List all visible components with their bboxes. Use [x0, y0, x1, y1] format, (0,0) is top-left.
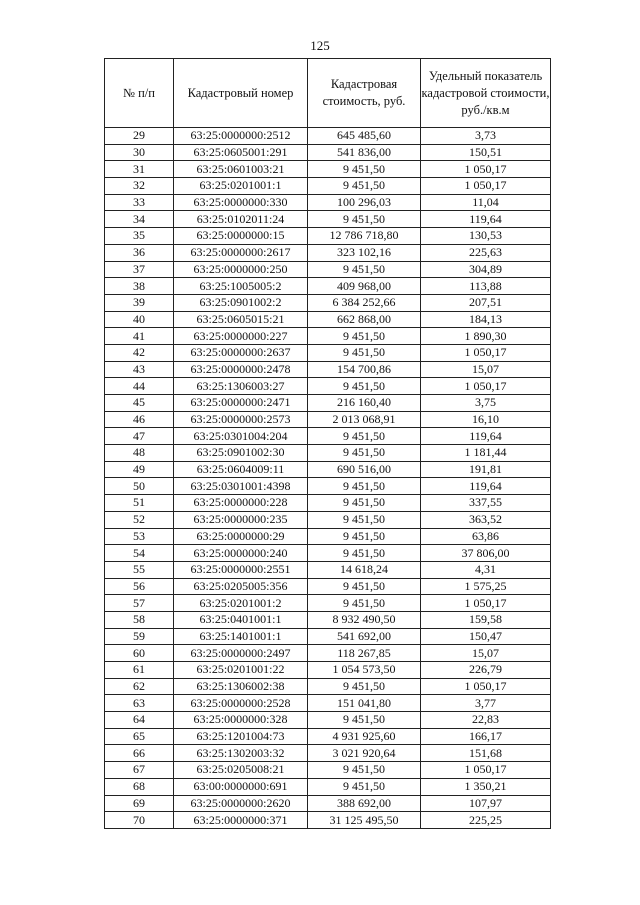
cadastral-cost-cell: 118 267,85 — [308, 645, 421, 662]
specific-index-cell: 1 050,17 — [421, 378, 551, 395]
row-number-cell: 47 — [105, 428, 174, 445]
specific-index-cell: 184,13 — [421, 311, 551, 328]
specific-index-cell: 119,64 — [421, 478, 551, 495]
row-number-cell: 33 — [105, 194, 174, 211]
row-number-cell: 39 — [105, 294, 174, 311]
cadastral-number-cell: 63:25:1201004:73 — [174, 728, 308, 745]
table-row — [105, 812, 551, 829]
table-row — [105, 795, 551, 812]
cadastral-cost-cell: 9 451,50 — [308, 478, 421, 495]
row-number-cell: 61 — [105, 662, 174, 679]
cadastral-cost-cell: 9 451,50 — [308, 678, 421, 695]
table-row — [105, 328, 551, 345]
cadastral-number-cell: 63:25:0201001:22 — [174, 662, 308, 679]
table-row — [105, 211, 551, 228]
cadastral-cost-cell: 409 968,00 — [308, 278, 421, 295]
cadastral-cost-cell: 1 054 573,50 — [308, 662, 421, 679]
table-row — [105, 411, 551, 428]
cadastral-cost-cell: 3 021 920,64 — [308, 745, 421, 762]
row-number-cell: 35 — [105, 228, 174, 245]
cadastral-number-cell: 63:25:0301001:4398 — [174, 478, 308, 495]
cadastral-number-cell: 63:25:0205008:21 — [174, 762, 308, 779]
cadastral-cost-cell: 151 041,80 — [308, 695, 421, 712]
cadastral-cost-cell: 388 692,00 — [308, 795, 421, 812]
cadastral-number-cell: 63:25:1005005:2 — [174, 278, 308, 295]
specific-index-cell: 119,64 — [421, 211, 551, 228]
row-number-cell: 41 — [105, 328, 174, 345]
row-number-cell: 48 — [105, 445, 174, 462]
cadastral-number-cell: 63:25:0601003:21 — [174, 161, 308, 178]
cadastral-number-cell: 63:25:0000000:2528 — [174, 695, 308, 712]
specific-index-cell: 1 350,21 — [421, 778, 551, 795]
cadastral-cost-cell: 9 451,50 — [308, 578, 421, 595]
cadastral-number-cell: 63:25:0000000:2512 — [174, 128, 308, 145]
row-number-cell: 64 — [105, 712, 174, 729]
specific-index-cell: 150,47 — [421, 628, 551, 645]
table-row — [105, 361, 551, 378]
row-number-cell: 38 — [105, 278, 174, 295]
cadastral-number-cell: 63:25:0000000:328 — [174, 712, 308, 729]
cadastral-number-cell: 63:25:0401001:1 — [174, 611, 308, 628]
cadastral-cost-cell: 9 451,50 — [308, 762, 421, 779]
specific-index-cell: 166,17 — [421, 728, 551, 745]
row-number-cell: 29 — [105, 128, 174, 145]
row-number-cell: 46 — [105, 411, 174, 428]
page-number: 125 — [310, 38, 330, 53]
header-row-number: № п/п — [105, 59, 174, 128]
specific-index-cell: 304,89 — [421, 261, 551, 278]
table-row — [105, 178, 551, 195]
cadastral-cost-cell: 645 485,60 — [308, 128, 421, 145]
cadastral-number-cell: 63:25:0201001:2 — [174, 595, 308, 612]
cadastral-cost-cell: 6 384 252,66 — [308, 294, 421, 311]
table-row — [105, 194, 551, 211]
row-number-cell: 53 — [105, 528, 174, 545]
row-number-cell: 59 — [105, 628, 174, 645]
specific-index-cell: 3,75 — [421, 395, 551, 412]
cadastral-cost-cell: 14 618,24 — [308, 561, 421, 578]
cadastral-number-cell: 63:25:0000000:29 — [174, 528, 308, 545]
cadastral-cost-cell: 323 102,16 — [308, 244, 421, 261]
table-row — [105, 478, 551, 495]
cadastral-number-cell: 63:25:0000000:2620 — [174, 795, 308, 812]
specific-index-cell: 1 050,17 — [421, 161, 551, 178]
specific-index-cell: 363,52 — [421, 511, 551, 528]
cadastral-cost-cell: 9 451,50 — [308, 528, 421, 545]
row-number-cell: 45 — [105, 395, 174, 412]
cadastral-number-cell: 63:25:0605001:291 — [174, 144, 308, 161]
specific-index-cell: 1 575,25 — [421, 578, 551, 595]
cadastral-number-cell: 63:25:0000000:371 — [174, 812, 308, 829]
specific-index-cell: 1 890,30 — [421, 328, 551, 345]
cadastral-cost-cell: 9 451,50 — [308, 161, 421, 178]
row-number-cell: 42 — [105, 344, 174, 361]
table-row — [105, 344, 551, 361]
specific-index-cell: 4,31 — [421, 561, 551, 578]
cadastral-number-cell: 63:25:0301004:204 — [174, 428, 308, 445]
row-number-cell: 31 — [105, 161, 174, 178]
table-row — [105, 728, 551, 745]
row-number-cell: 70 — [105, 812, 174, 829]
cadastral-number-cell: 63:25:0205005:356 — [174, 578, 308, 595]
row-number-cell: 55 — [105, 561, 174, 578]
row-number-cell: 52 — [105, 511, 174, 528]
table-row — [105, 662, 551, 679]
row-number-cell: 34 — [105, 211, 174, 228]
cadastral-cost-cell: 9 451,50 — [308, 712, 421, 729]
cadastral-number-cell: 63:25:0000000:227 — [174, 328, 308, 345]
table-row — [105, 128, 551, 145]
cadastral-cost-cell: 9 451,50 — [308, 511, 421, 528]
table-row — [105, 712, 551, 729]
cadastral-cost-cell: 2 013 068,91 — [308, 411, 421, 428]
cadastral-cost-cell: 541 692,00 — [308, 628, 421, 645]
table-row — [105, 611, 551, 628]
table-row — [105, 678, 551, 695]
specific-index-cell: 159,58 — [421, 611, 551, 628]
row-number-cell: 43 — [105, 361, 174, 378]
cadastral-number-cell: 63:25:0000000:2637 — [174, 344, 308, 361]
specific-index-cell: 113,88 — [421, 278, 551, 295]
cadastral-number-cell: 63:25:0000000:228 — [174, 495, 308, 512]
specific-index-cell: 119,64 — [421, 428, 551, 445]
row-number-cell: 44 — [105, 378, 174, 395]
header-specific-index: Удельный показатель кадастровой стоимости, руб./кв.м — [421, 59, 551, 128]
table-row — [105, 528, 551, 545]
table-row — [105, 144, 551, 161]
table-row — [105, 161, 551, 178]
table-row — [105, 378, 551, 395]
header-cadastral-cost: Кадастровая стоимость, руб. — [308, 59, 421, 128]
cadastral-number-cell: 63:25:0000000:2551 — [174, 561, 308, 578]
row-number-cell: 49 — [105, 461, 174, 478]
specific-index-cell: 63,86 — [421, 528, 551, 545]
table-row — [105, 762, 551, 779]
table-row — [105, 261, 551, 278]
specific-index-cell: 207,51 — [421, 294, 551, 311]
specific-index-cell: 130,53 — [421, 228, 551, 245]
row-number-cell: 60 — [105, 645, 174, 662]
row-number-cell: 56 — [105, 578, 174, 595]
cadastral-number-cell: 63:25:0000000:2478 — [174, 361, 308, 378]
specific-index-cell: 1 050,17 — [421, 595, 551, 612]
row-number-cell: 68 — [105, 778, 174, 795]
specific-index-cell: 1 050,17 — [421, 344, 551, 361]
row-number-cell: 67 — [105, 762, 174, 779]
cadastral-number-cell: 63:25:0901002:2 — [174, 294, 308, 311]
specific-index-cell: 191,81 — [421, 461, 551, 478]
cadastral-number-cell: 63:25:0201001:1 — [174, 178, 308, 195]
header-cadastral-number: Кадастровый номер — [174, 59, 308, 128]
table-row — [105, 311, 551, 328]
table-row — [105, 511, 551, 528]
cadastral-cost-cell: 690 516,00 — [308, 461, 421, 478]
row-number-cell: 58 — [105, 611, 174, 628]
table-row — [105, 294, 551, 311]
cadastral-number-cell: 63:25:0000000:2573 — [174, 411, 308, 428]
specific-index-cell: 225,63 — [421, 244, 551, 261]
row-number-cell: 50 — [105, 478, 174, 495]
specific-index-cell: 22,83 — [421, 712, 551, 729]
cadastral-number-cell: 63:25:1306002:38 — [174, 678, 308, 695]
specific-index-cell: 15,07 — [421, 645, 551, 662]
cadastral-cost-cell: 9 451,50 — [308, 495, 421, 512]
cadastral-cost-cell: 100 296,03 — [308, 194, 421, 211]
table-row — [105, 695, 551, 712]
specific-index-cell: 1 181,44 — [421, 445, 551, 462]
table-row — [105, 428, 551, 445]
table-row — [105, 461, 551, 478]
cadastral-cost-cell: 9 451,50 — [308, 378, 421, 395]
specific-index-cell: 107,97 — [421, 795, 551, 812]
cadastral-cost-cell: 9 451,50 — [308, 178, 421, 195]
cadastral-cost-cell: 9 451,50 — [308, 545, 421, 562]
cadastral-cost-cell: 9 451,50 — [308, 328, 421, 345]
cadastral-number-cell: 63:00:0000000:691 — [174, 778, 308, 795]
cadastral-number-cell: 63:25:1401001:1 — [174, 628, 308, 645]
row-number-cell: 54 — [105, 545, 174, 562]
specific-index-cell: 225,25 — [421, 812, 551, 829]
specific-index-cell: 226,79 — [421, 662, 551, 679]
specific-index-cell: 337,55 — [421, 495, 551, 512]
specific-index-cell: 37 806,00 — [421, 545, 551, 562]
cadastral-cost-cell: 12 786 718,80 — [308, 228, 421, 245]
specific-index-cell: 1 050,17 — [421, 762, 551, 779]
table-header-row — [105, 59, 551, 128]
specific-index-cell: 150,51 — [421, 144, 551, 161]
cadastral-number-cell: 63:25:0102011:24 — [174, 211, 308, 228]
table-row — [105, 545, 551, 562]
cadastral-cost-cell: 9 451,50 — [308, 344, 421, 361]
table-row — [105, 628, 551, 645]
cadastral-table — [104, 58, 551, 829]
specific-index-cell: 151,68 — [421, 745, 551, 762]
specific-index-cell: 1 050,17 — [421, 678, 551, 695]
specific-index-cell: 3,77 — [421, 695, 551, 712]
table-row — [105, 278, 551, 295]
specific-index-cell: 15,07 — [421, 361, 551, 378]
cadastral-number-cell: 63:25:0000000:240 — [174, 545, 308, 562]
table-row — [105, 445, 551, 462]
row-number-cell: 32 — [105, 178, 174, 195]
specific-index-cell: 16,10 — [421, 411, 551, 428]
cadastral-number-cell: 63:25:0000000:2617 — [174, 244, 308, 261]
table-row — [105, 645, 551, 662]
row-number-cell: 36 — [105, 244, 174, 261]
specific-index-cell: 3,73 — [421, 128, 551, 145]
table-row — [105, 595, 551, 612]
cadastral-number-cell: 63:25:0000000:330 — [174, 194, 308, 211]
row-number-cell: 40 — [105, 311, 174, 328]
cadastral-cost-cell: 154 700,86 — [308, 361, 421, 378]
specific-index-cell: 11,04 — [421, 194, 551, 211]
row-number-cell: 66 — [105, 745, 174, 762]
row-number-cell: 37 — [105, 261, 174, 278]
table-row — [105, 244, 551, 261]
cadastral-number-cell: 63:25:0604009:11 — [174, 461, 308, 478]
cadastral-number-cell: 63:25:1302003:32 — [174, 745, 308, 762]
cadastral-cost-cell: 9 451,50 — [308, 211, 421, 228]
cadastral-cost-cell: 9 451,50 — [308, 445, 421, 462]
cadastral-number-cell: 63:25:0000000:2471 — [174, 395, 308, 412]
cadastral-number-cell: 63:25:0000000:250 — [174, 261, 308, 278]
table-row — [105, 395, 551, 412]
table-row — [105, 561, 551, 578]
specific-index-cell: 1 050,17 — [421, 178, 551, 195]
cadastral-cost-cell: 662 868,00 — [308, 311, 421, 328]
row-number-cell: 63 — [105, 695, 174, 712]
cadastral-number-cell: 63:25:0605015:21 — [174, 311, 308, 328]
row-number-cell: 57 — [105, 595, 174, 612]
row-number-cell: 62 — [105, 678, 174, 695]
cadastral-number-cell: 63:25:0000000:235 — [174, 511, 308, 528]
row-number-cell: 69 — [105, 795, 174, 812]
cadastral-cost-cell: 31 125 495,50 — [308, 812, 421, 829]
cadastral-cost-cell: 9 451,50 — [308, 778, 421, 795]
cadastral-cost-cell: 4 931 925,60 — [308, 728, 421, 745]
table-row — [105, 228, 551, 245]
cadastral-cost-cell: 9 451,50 — [308, 595, 421, 612]
row-number-cell: 65 — [105, 728, 174, 745]
cadastral-number-cell: 63:25:0901002:30 — [174, 445, 308, 462]
cadastral-number-cell: 63:25:1306003:27 — [174, 378, 308, 395]
table-row — [105, 578, 551, 595]
cadastral-cost-cell: 541 836,00 — [308, 144, 421, 161]
table-row — [105, 778, 551, 795]
row-number-cell: 30 — [105, 144, 174, 161]
cadastral-cost-cell: 9 451,50 — [308, 428, 421, 445]
table-row — [105, 495, 551, 512]
row-number-cell: 51 — [105, 495, 174, 512]
cadastral-cost-cell: 9 451,50 — [308, 261, 421, 278]
cadastral-number-cell: 63:25:0000000:2497 — [174, 645, 308, 662]
cadastral-number-cell: 63:25:0000000:15 — [174, 228, 308, 245]
cadastral-cost-cell: 216 160,40 — [308, 395, 421, 412]
table-row — [105, 745, 551, 762]
cadastral-cost-cell: 8 932 490,50 — [308, 611, 421, 628]
